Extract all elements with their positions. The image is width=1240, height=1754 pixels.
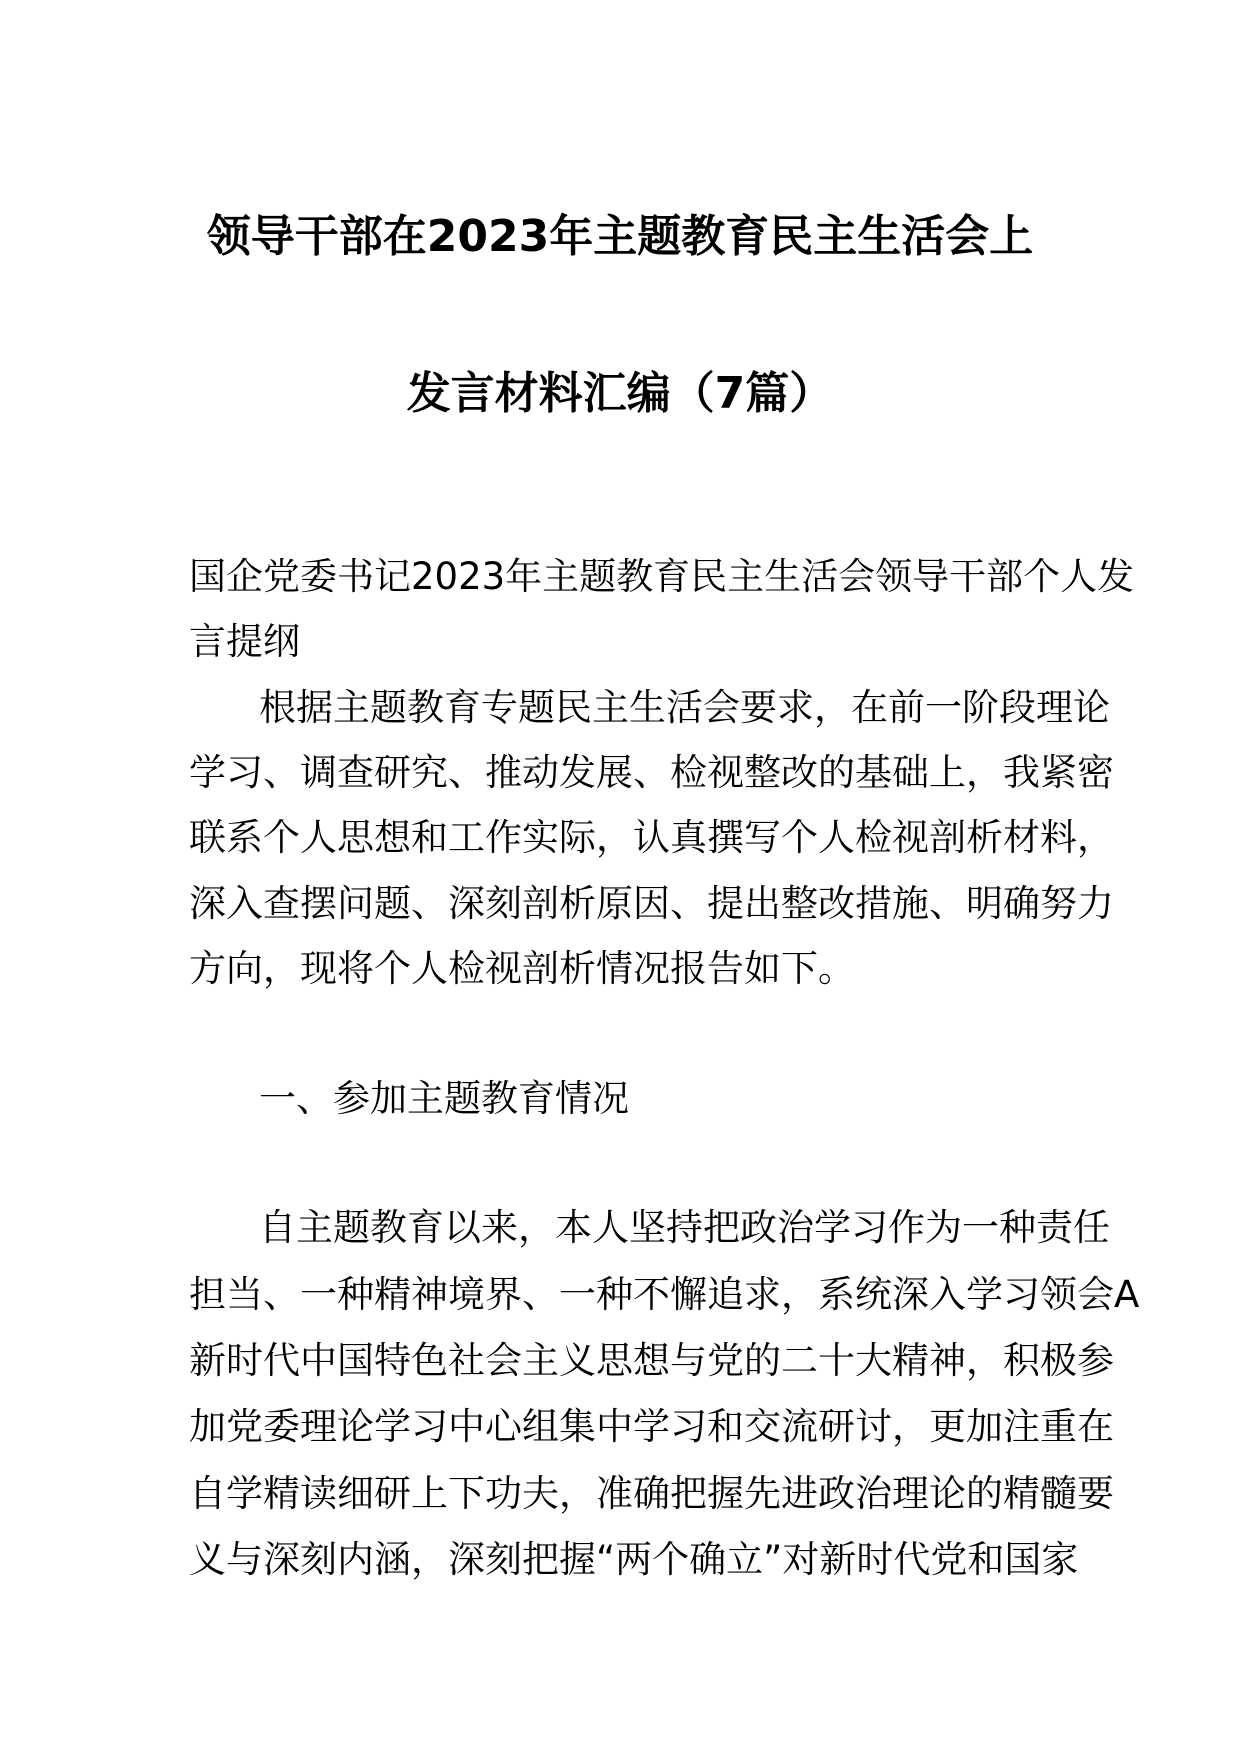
intro-paragraph-line: 方向，现将个人检视剖析情况报告如下。 (189, 947, 855, 990)
section-paragraph-line: 自学精读细研上下功夫，准确把握先进政治理论的精髓要 (189, 1472, 1114, 1515)
section-paragraph-line: 新时代中国特色社会主义思想与党的二十大精神，积极参 (189, 1339, 1114, 1382)
document-title-line-2: 发言材料汇编（7篇） (406, 368, 834, 419)
document-title-line-1: 领导干部在2023年主题教育民主生活会上 (206, 211, 1034, 262)
section-paragraph-line: 义与深刻内涵，深刻把握“两个确立”对新时代党和国家 (189, 1538, 1079, 1581)
intro-paragraph-line: 根据主题教育专题民主生活会要求，在前一阶段理论 (259, 686, 1110, 729)
section-paragraph-line: 担当、一种精神境界、一种不懈追求，系统深入学习领会A (189, 1273, 1140, 1316)
section-paragraph-line: 自主题教育以来，本人坚持把政治学习作为一种责任 (259, 1206, 1110, 1249)
section-paragraph-line: 加党委理论学习中心组集中学习和交流研讨，更加注重在 (189, 1405, 1114, 1448)
subtitle-line: 国企党委书记2023年主题教育民主生活会领导干部个人发 (189, 555, 1135, 598)
subtitle-line: 言提纲 (189, 620, 300, 663)
intro-paragraph-line: 联系个人思想和工作实际，认真撰写个人检视剖析材料， (189, 816, 1114, 859)
section-heading: 一、参加主题教育情况 (259, 1077, 629, 1120)
intro-paragraph-line: 深入查摆问题、深刻剖析原因、提出整改措施、明确努力 (189, 882, 1114, 925)
intro-paragraph-line: 学习、调查研究、推动发展、检视整改的基础上，我紧密 (189, 751, 1114, 794)
